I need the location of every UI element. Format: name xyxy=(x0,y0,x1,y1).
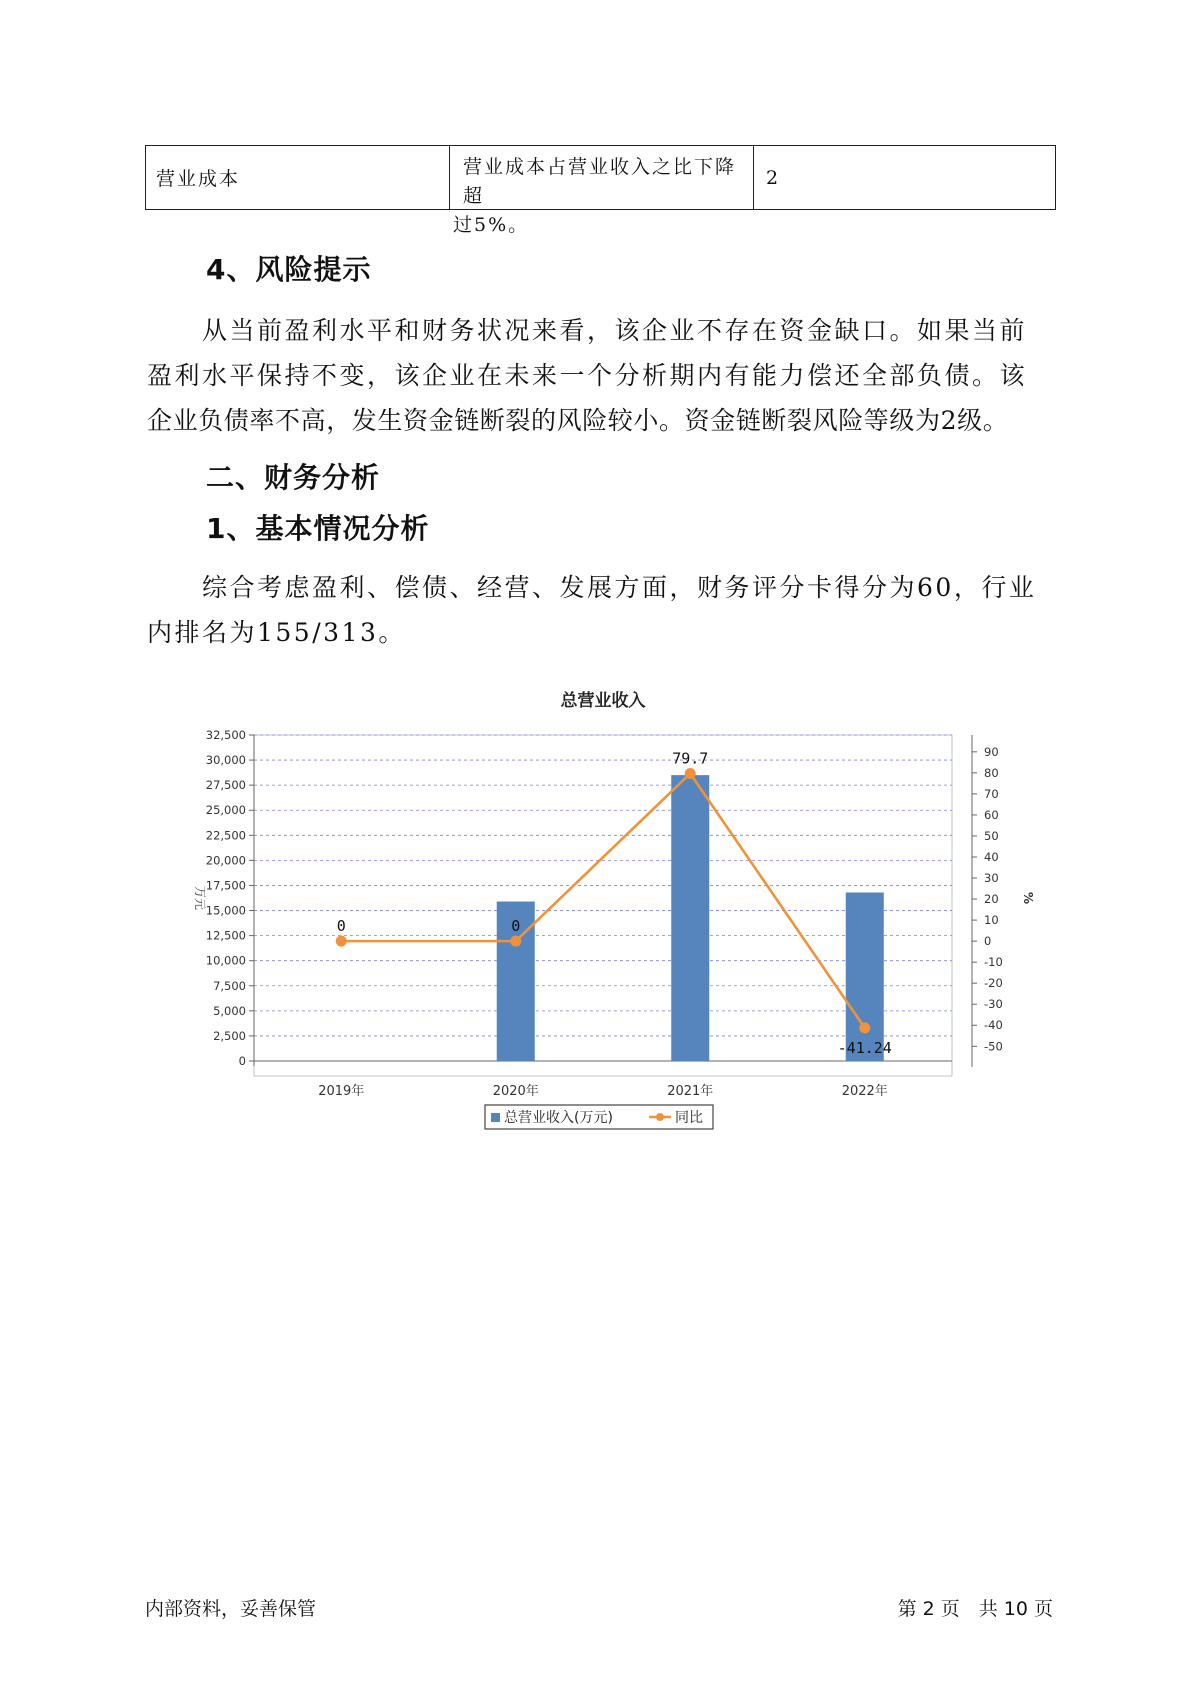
y2-axis-tick-label: -10 xyxy=(984,955,1003,970)
y2-axis-tick-label: -20 xyxy=(984,976,1003,991)
revenue-bar xyxy=(671,775,709,1061)
y-axis-tick-label: 32,500 xyxy=(205,728,246,742)
y-axis-tick-label: 30,000 xyxy=(205,753,246,768)
yoy-data-label: 0 xyxy=(336,917,346,936)
y2-axis-tick-label: 80 xyxy=(984,765,999,780)
score-value: 2 xyxy=(766,166,781,189)
y-axis-tick-label: 2,500 xyxy=(213,1028,246,1043)
yoy-point xyxy=(336,936,347,947)
item-label: 营业成本 xyxy=(156,168,241,190)
legend-line-label: 同比 xyxy=(675,1110,703,1126)
yoy-point xyxy=(859,1022,870,1033)
y2-axis-label: % xyxy=(1021,891,1035,905)
footer-page-number: 第 2 页 共 10 页 xyxy=(897,1598,1053,1620)
yoy-point xyxy=(685,768,696,779)
condition-line-1: 营业成本占营业收入之比下降超 xyxy=(463,156,737,207)
risk-paragraph xyxy=(147,308,1061,443)
y-axis-tick-label: 0 xyxy=(238,1054,246,1068)
y2-axis-tick-label: 40 xyxy=(984,849,999,864)
risk-line-1: 从当前盈利水平和财务状况来看，该企业不存在资金缺口。如果当前 xyxy=(147,316,1028,345)
y-axis-tick-label: 27,500 xyxy=(205,778,246,793)
legend-bar-swatch xyxy=(491,1113,500,1122)
y2-axis-tick-label: 0 xyxy=(984,934,992,949)
y2-axis-tick-label: 20 xyxy=(984,892,999,907)
revenue-bar xyxy=(846,892,884,1061)
footer-confidential-note: 内部资料，妥善保管 xyxy=(145,1598,317,1620)
yoy-line xyxy=(341,773,865,1027)
x-axis-tick-label: 2021年 xyxy=(667,1084,714,1099)
x-axis-tick-label: 2020年 xyxy=(492,1084,539,1099)
y-axis-tick-label: 12,500 xyxy=(205,928,246,943)
criteria-table xyxy=(145,145,1056,236)
y2-axis-tick-label: -30 xyxy=(984,997,1003,1012)
x-axis-tick-label: 2022年 xyxy=(841,1084,888,1099)
y-axis-tick-label: 17,500 xyxy=(205,878,246,893)
table-cell-condition xyxy=(450,146,754,236)
y-axis-tick-label: 22,500 xyxy=(205,828,246,843)
finance-heading: 二、财务分析 xyxy=(206,461,381,494)
condition-line-2: 过5%。 xyxy=(453,214,530,236)
y-axis-tick-label: 25,000 xyxy=(205,803,246,818)
y2-axis-tick-label: 10 xyxy=(984,913,999,928)
y2-axis-tick-label: 90 xyxy=(984,744,999,759)
y2-axis-tick-label: 30 xyxy=(984,871,999,886)
table-cell-score xyxy=(754,146,1055,209)
y2-axis-tick-label: 60 xyxy=(984,807,999,822)
y-axis-label: 万元 xyxy=(193,885,207,911)
x-axis-tick-label: 2019年 xyxy=(318,1084,365,1099)
y-axis-tick-label: 15,000 xyxy=(205,903,246,918)
basic-line-1: 综合考虑盈利、偿债、经营、发展方面，财务评分卡得分为60，行业 xyxy=(147,573,1037,602)
risk-line-2: 盈利水平保持不变，该企业在未来一个分析期内有能力偿还全部负债。该 xyxy=(147,361,1028,390)
y2-axis-tick-label: -50 xyxy=(984,1039,1003,1054)
risk-heading: 4、风险提示 xyxy=(206,253,372,286)
yoy-data-label: 79.7 xyxy=(672,749,709,768)
yoy-data-label: -41.24 xyxy=(837,1038,892,1057)
y2-axis-tick-label: 50 xyxy=(984,828,999,843)
table-cell-item xyxy=(146,146,450,209)
y2-axis-tick-label: -40 xyxy=(984,1018,1003,1033)
chart-title: 总营业收入 xyxy=(560,691,646,711)
legend-line-marker xyxy=(656,1113,664,1121)
y-axis-tick-label: 7,500 xyxy=(213,978,246,993)
yoy-point xyxy=(510,936,521,947)
basic-line-2: 内排名为155/313。 xyxy=(147,618,406,647)
y-axis-tick-label: 20,000 xyxy=(205,853,246,868)
basic-analysis-paragraph xyxy=(147,565,1061,655)
risk-line-3: 企业负债率不高，发生资金链断裂的风险较小。资金链断裂风险等级为2级。 xyxy=(147,406,1009,435)
basic-analysis-heading: 1、基本情况分析 xyxy=(206,512,430,545)
yoy-data-label: 0 xyxy=(511,917,521,936)
y-axis-tick-label: 10,000 xyxy=(205,953,246,968)
legend-bar-label: 总营业收入(万元) xyxy=(504,1110,613,1126)
y-axis-tick-label: 5,000 xyxy=(213,1003,246,1018)
y2-axis-tick-label: 70 xyxy=(984,786,999,801)
revenue-chart xyxy=(180,680,1035,1140)
